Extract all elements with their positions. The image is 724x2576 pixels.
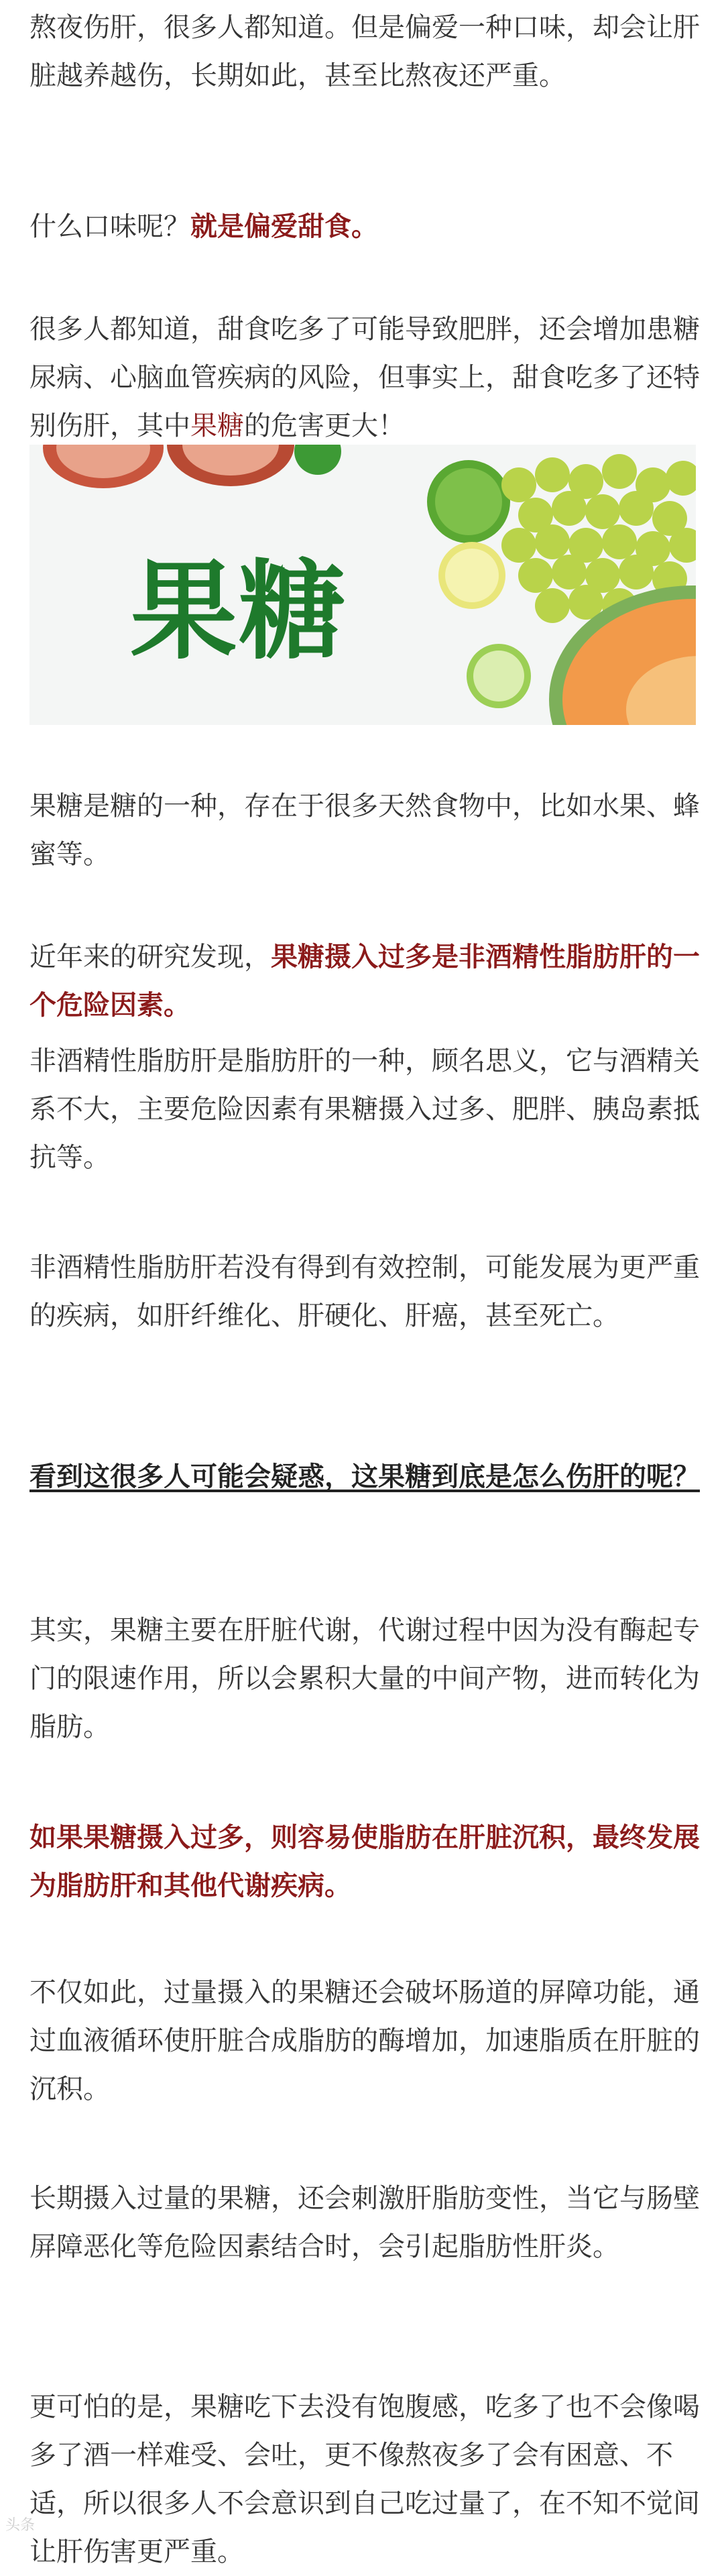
paragraph-intro [29, 3, 700, 100]
paragraph-no-satiety [29, 2383, 700, 2576]
research-lead: 近年来的研究发现， [29, 942, 271, 972]
no-satiety-text: 更可怕的是，果糖吃下去没有饱腹感，吃多了也不会像喝多了酒一样难受、会吐，更不像熬夜多了会有困意、不适，所以很多人不会意识到自己吃过量了，在不知不觉间让肝伤害更严重。 [29, 2392, 700, 2567]
paragraph-fructose-definition [29, 782, 700, 879]
sweets-risk-text: 很多人都知道，甜食吃多了可能导致肥胖，还会增加患糖尿病、心脑血管疾病的风险，但事实上，甜食吃多了还特别伤肝，其中 [29, 314, 700, 441]
sweets-risk-tail: 的危害更大！ [244, 410, 405, 441]
paragraph-question-underlined [29, 1453, 700, 1501]
paragraph-nafld [29, 1037, 700, 1182]
nafld-text: 非酒精性脂肪肝是脂肪肝的一种，顾名思义，它与酒精关系不大，主要危险因素有果糖摄入过多、肥胖、胰岛素抵抗等。 [29, 1046, 700, 1173]
steatohepatitis-text: 长期摄入过量的果糖，还会刺激肝脂肪变性，当它与肠壁屏障恶化等危险因素结合时，会引起脂肪性肝炎。 [29, 2183, 700, 2262]
paragraph-steatohepatitis [29, 2174, 700, 2271]
watermark: 头条 [5, 2517, 36, 2534]
research-highlight: 果糖摄入过多是非酒精性脂肪肝的一个危险因素。 [29, 942, 700, 1021]
paragraph-intro-text: 熬夜伤肝，很多人都知道。但是偏爱一种口味，却会让肝脏越养越伤，长期如此，甚至比熬夜还严重。 [29, 12, 700, 91]
fructose-keyword: 果糖 [190, 410, 244, 441]
paragraph-sweets-risk [29, 305, 700, 450]
question-answer-highlight: 就是偏爱甜食。 [190, 211, 378, 242]
fructose-hero-image [29, 445, 696, 725]
underlined-question: 看到这很多人可能会疑惑，这果糖到底是怎么伤肝的呢？ [29, 1461, 700, 1492]
fructose-definition-text: 果糖是糖的一种，存在于很多天然食物中，比如水果、蜂蜜等。 [29, 791, 700, 870]
paragraph-question [29, 203, 700, 251]
paragraph-gut-barrier [29, 1968, 700, 2113]
question-lead: 什么口味呢？ [29, 211, 190, 242]
paragraph-progression [29, 1243, 700, 1340]
paragraph-research [29, 933, 700, 1029]
gut-barrier-text: 不仅如此，过量摄入的果糖还会破坏肠道的屏障功能，通过血液循环使肝脏合成脂肪的酶增加，加速脂质在肝脏的沉积。 [29, 1977, 700, 2105]
paragraph-fatty-liver [29, 1813, 700, 1910]
paragraph-metabolism [29, 1606, 700, 1751]
metabolism-text: 其实，果糖主要在肝脏代谢，代谢过程中因为没有酶起专门的限速作用，所以会累积大量的中间产物，进而转化为脂肪。 [29, 1615, 700, 1742]
progression-text: 非酒精性脂肪肝若没有得到有效控制，可能发展为更严重的疾病，如肝纤维化、肝硬化、肝癌，甚至死亡。 [29, 1252, 700, 1331]
fatty-liver-highlight: 如果果糖摄入过多，则容易使脂肪在肝脏沉积，最终发展为脂肪肝和其他代谢疾病。 [29, 1822, 700, 1901]
hero-title: 果糖 [130, 549, 348, 674]
